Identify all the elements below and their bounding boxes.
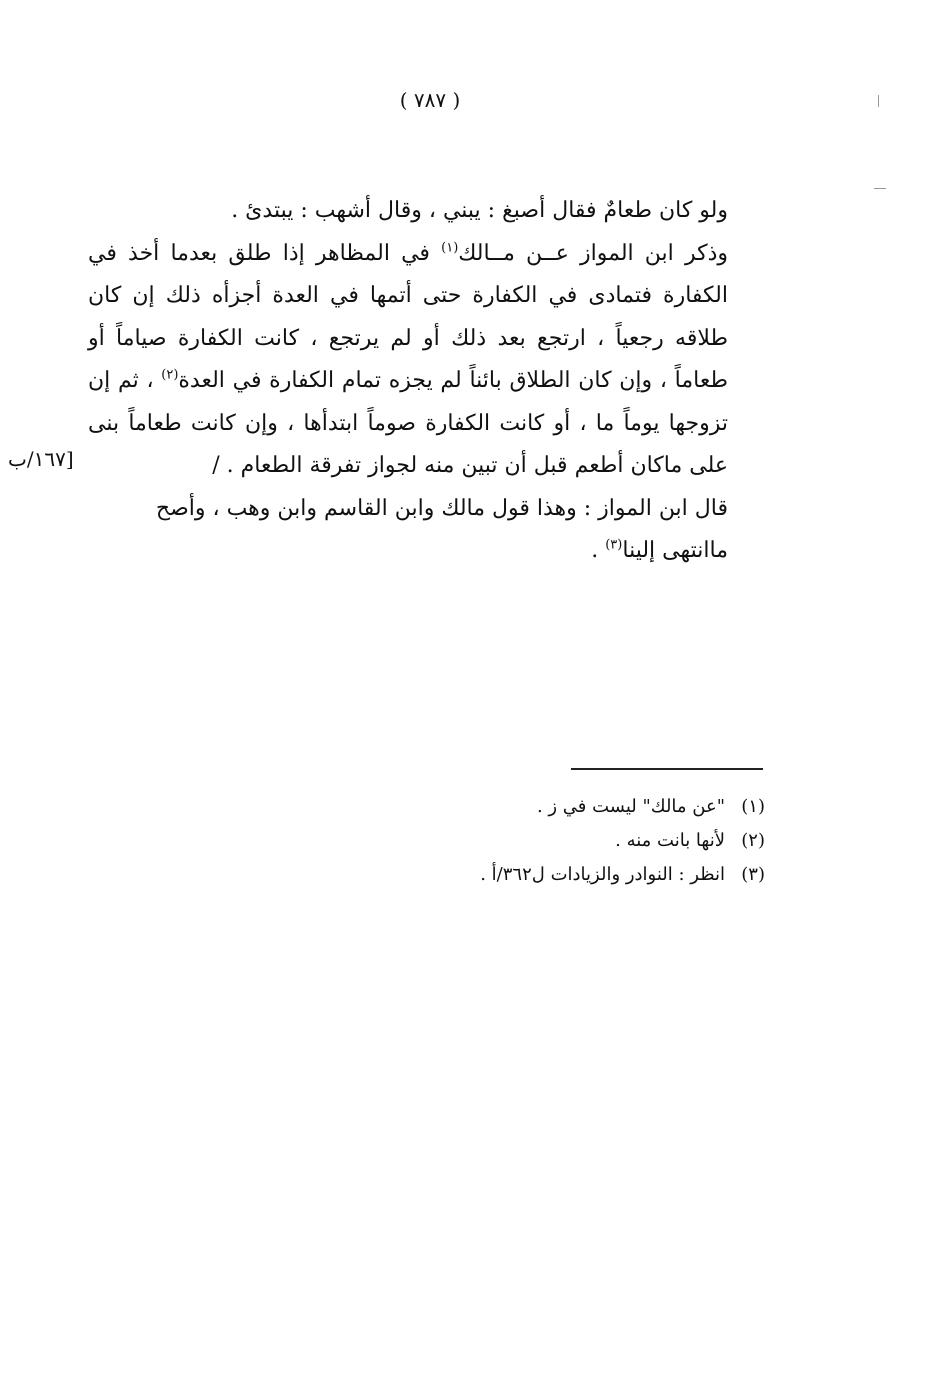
page-number: ( ٧٨٧ ) bbox=[399, 88, 461, 112]
paragraph-2 bbox=[88, 233, 766, 488]
footnotes bbox=[480, 790, 765, 892]
footnote-ref-1: (١) bbox=[441, 240, 459, 256]
paragraph-3-text-a: قال ابن المواز : وهذا قول مالك وابن القاسم وابن وهب ، وأصح ماانتهى إلينا bbox=[155, 495, 728, 563]
footnote-2 bbox=[480, 824, 765, 858]
footnote-ref-3: (٣) bbox=[605, 537, 623, 553]
paragraph-2-text-b: في المظاهر إذا طلق بعدما أخذ في الكفارة فتمادى في الكفارة حتى أتمها في العدة أجزأه ذلك إن كان طلاقه رجعياً ، ارتجع بعد ذلك أو لم يرتجع ، كانت الكفارة صياماً أو طعاماً ، وإن كان الطلاق بائناً لم يجزه تمام الكفارة في العدة bbox=[88, 240, 728, 393]
footnote-3 bbox=[480, 858, 765, 892]
footnote-number: (٣) bbox=[741, 864, 765, 885]
paragraph-3-text-b: . bbox=[591, 538, 606, 563]
footnote-text: لأنها بانت منه . bbox=[615, 830, 725, 851]
footnote-divider bbox=[571, 768, 763, 770]
body-text bbox=[88, 190, 766, 573]
paragraph-1 bbox=[88, 190, 766, 233]
paragraph-1-text: ولو كان طعامٌ فقال أصبغ : يبني ، وقال أشهب : يبتدئ . bbox=[231, 198, 728, 223]
footnote-text: انظر : النوادر والزيادات ل٣٦٢/أ . bbox=[480, 864, 725, 885]
paragraph-2-text-c: ، ثم إن تزوجها يوماً ما ، أو كانت الكفارة صوماً ابتدأها ، وإن كانت طعاماً بنى على ماكان أطعم قبل أن تبين منه لجواز تفرقة الطعام . / bbox=[88, 368, 728, 478]
footnote-number: (٢) bbox=[741, 830, 765, 851]
paragraph-3 bbox=[88, 488, 766, 573]
footnote-ref-2: (٢) bbox=[161, 367, 179, 383]
footnote-1 bbox=[480, 790, 765, 824]
footnote-number: (١) bbox=[741, 796, 765, 817]
margin-note: [١٦٧/ب bbox=[8, 447, 74, 471]
scan-mark bbox=[874, 188, 886, 189]
paragraph-2-text-a: وذكر ابن المواز عــن مــالك bbox=[458, 240, 728, 266]
footnote-text: "عن مالك" ليست في ز . bbox=[536, 796, 725, 817]
scan-mark bbox=[878, 95, 879, 107]
